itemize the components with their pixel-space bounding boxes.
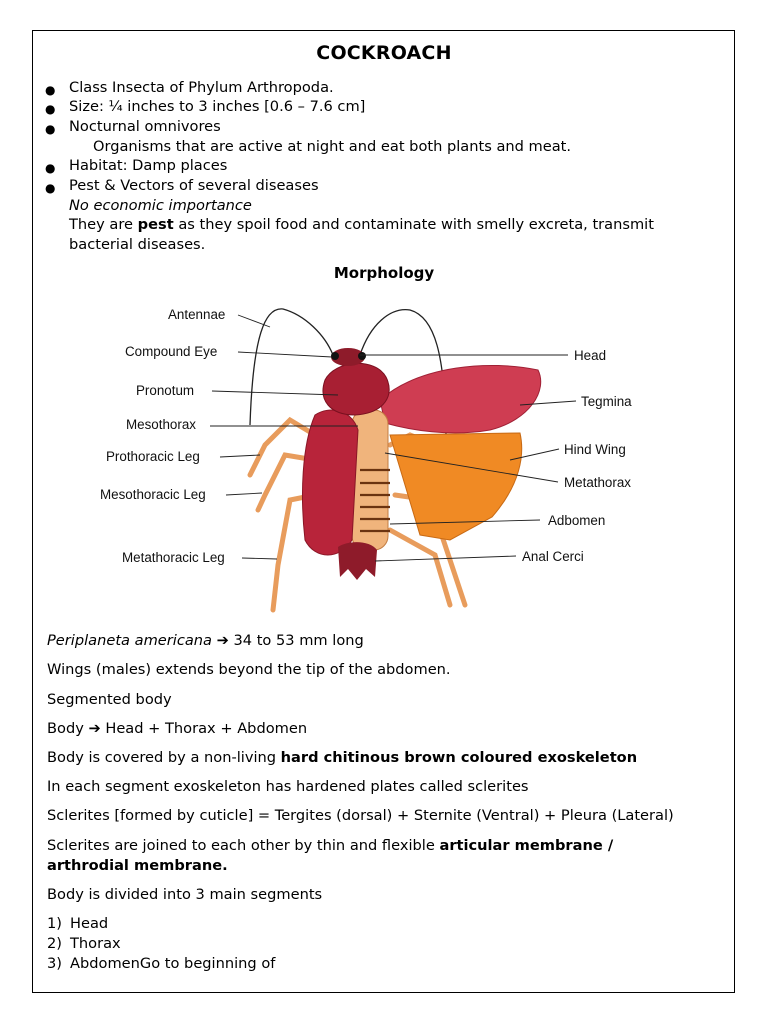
pest-text-before: They are xyxy=(69,216,138,233)
left-tegmina-shape xyxy=(302,410,358,555)
species-name: Periplaneta americana xyxy=(47,632,212,649)
joined-line-bold: articular membrane / xyxy=(439,837,614,854)
bullet-marker: ● xyxy=(45,161,56,175)
joined-line-before: Sclerites are joined to each other by thin and flexible xyxy=(47,837,440,854)
joined-line xyxy=(47,836,613,856)
bullet-size: Size: ¼ inches to 3 inches [0.6 – 7.6 cm] xyxy=(69,98,366,115)
arrow-icon: ➔ xyxy=(216,632,229,649)
label-metathorax: Metathorax xyxy=(564,475,631,490)
hind-wing-shape xyxy=(390,433,522,540)
label-abdomen: Adbomen xyxy=(548,513,606,528)
no-economic-note: No economic importance xyxy=(69,197,252,214)
bullet-marker: ● xyxy=(45,83,56,97)
bullet-marker: ● xyxy=(45,122,56,136)
bullet-pest: Pest & Vectors of several diseases xyxy=(69,177,319,194)
page-title: COCKROACH xyxy=(316,42,452,64)
label-pronotum: Pronotum xyxy=(136,383,195,398)
label-mesothoracic-leg: Mesothoracic Leg xyxy=(100,487,206,502)
segment-number: 3) xyxy=(47,955,62,972)
arrow-icon: ➔ xyxy=(88,720,101,737)
pest-text-bold: pest xyxy=(137,216,174,233)
pest-description-line2: bacterial diseases. xyxy=(69,236,206,253)
sclerites-formula: Sclerites [formed by cuticle] = Tergites (dorsal) + Sternite (Ventral) + Pleura (Lateral) xyxy=(47,807,674,824)
species-length: 34 to 53 mm long xyxy=(228,632,364,649)
segment-number: 1) xyxy=(47,915,62,932)
divided-line: Body is divided into 3 main segments xyxy=(47,886,323,903)
morphology-heading: Morphology xyxy=(333,264,435,282)
covered-line-bold: hard chitinous brown coloured exoskeleton xyxy=(280,749,638,766)
sclerites-line: In each segment exoskeleton has hardened plates called sclerites xyxy=(47,778,529,795)
bullet-habitat: Habitat: Damp places xyxy=(69,157,228,174)
label-mesothorax: Mesothorax xyxy=(126,417,196,432)
body-line-after: Head + Thorax + Abdomen xyxy=(100,720,308,737)
cockroach-diagram xyxy=(90,295,670,620)
segment-number: 2) xyxy=(47,935,62,952)
label-anal-cerci: Anal Cerci xyxy=(522,549,584,564)
label-metathoracic-leg: Metathoracic Leg xyxy=(122,550,225,565)
pronotum-shape xyxy=(323,363,389,415)
segment-thorax: Thorax xyxy=(70,935,121,952)
segment-head: Head xyxy=(70,915,109,932)
bullet-class: Class Insecta of Phylum Arthropoda. xyxy=(69,79,334,96)
bullet-nocturnal-sub: Organisms that are active at night and eat both plants and meat. xyxy=(93,138,572,155)
covered-line-before: Body is covered by a non-living xyxy=(47,749,281,766)
body-parts-line xyxy=(47,719,307,739)
bullet-marker: ● xyxy=(45,102,56,116)
pest-description xyxy=(69,215,654,235)
label-antennae: Antennae xyxy=(168,307,226,322)
tegmina-shape xyxy=(380,365,541,432)
label-prothoracic-leg: Prothoracic Leg xyxy=(106,449,200,464)
label-hind-wing: Hind Wing xyxy=(564,442,626,457)
species-line xyxy=(47,631,364,651)
pest-text-after: as they spoil food and contaminate with smelly excreta, transmit xyxy=(173,216,654,233)
label-tegmina: Tegmina xyxy=(581,394,632,409)
wings-line: Wings (males) extends beyond the tip of the abdomen. xyxy=(47,661,451,678)
body-line-before: Body xyxy=(47,720,89,737)
bullet-nocturnal: Nocturnal omnivores xyxy=(69,118,221,135)
segment-abdomen: AbdomenGo to beginning of xyxy=(70,955,276,972)
label-compound-eye: Compound Eye xyxy=(125,344,218,359)
tail-shape xyxy=(338,542,377,580)
segmented-line: Segmented body xyxy=(47,691,172,708)
bullet-marker: ● xyxy=(45,181,56,195)
cockroach-illustration xyxy=(250,309,541,610)
joined-line-bold-2: arthrodial membrane. xyxy=(47,857,228,874)
label-head: Head xyxy=(574,348,607,363)
covered-line xyxy=(47,748,637,768)
